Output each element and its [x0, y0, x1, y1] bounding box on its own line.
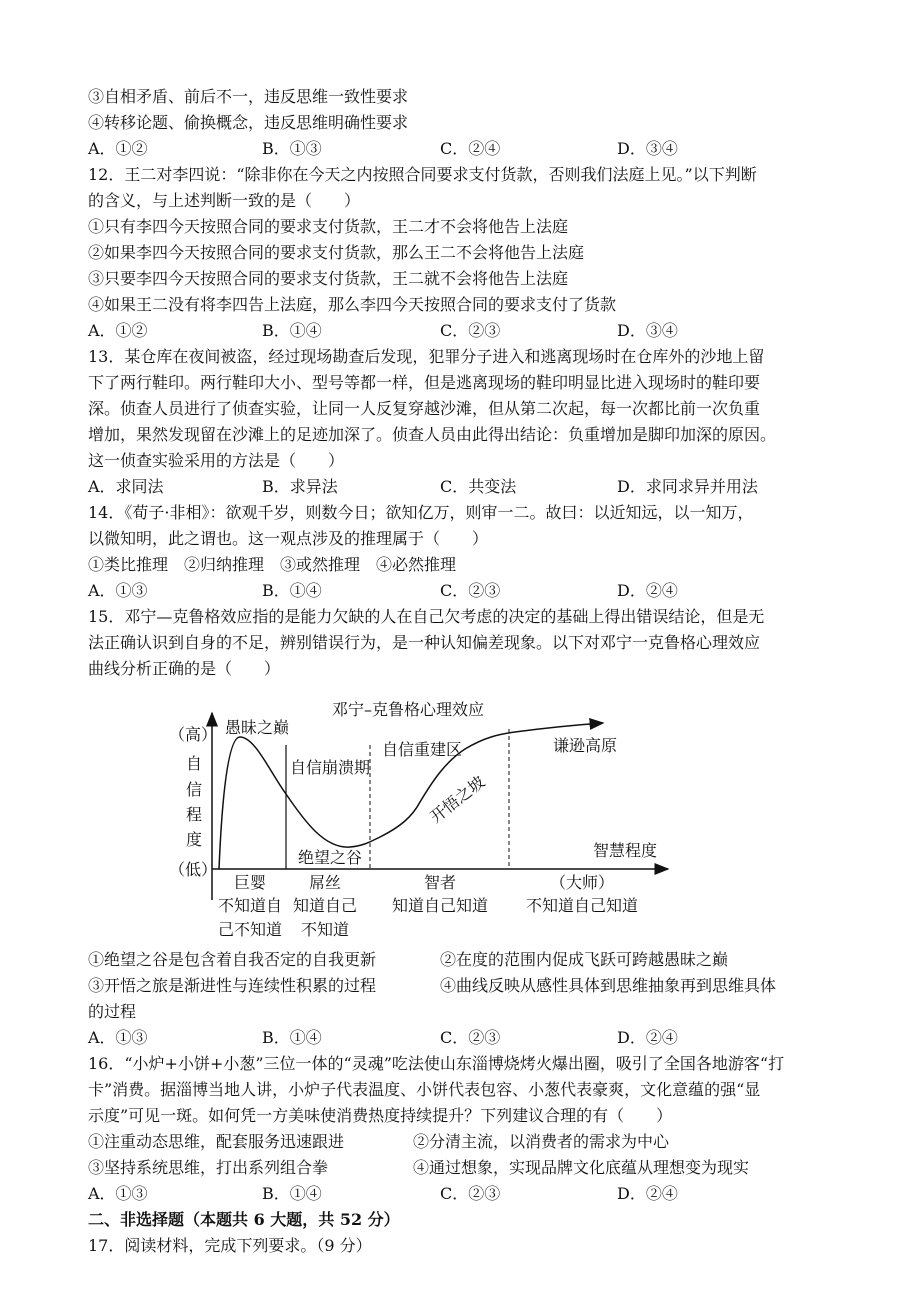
option-a: A．①② [88, 139, 148, 158]
option-b: B．①④ [262, 1184, 322, 1203]
stage-1-desc: 不知道自 [217, 896, 283, 915]
q12-statement-4: ④如果王二没有将李四告上法庭，那么李四今天按照合同的要求支付了货款 [88, 295, 617, 314]
q12-stem-cont: 的含义，与上述判断一致的是（ ） [88, 191, 361, 210]
option-a: A．求同法 [88, 477, 164, 496]
option-c: C．共变法 [440, 477, 517, 496]
q16-statement-4: ④通过想象，实现品牌文化底蕴从理想变为现实 [413, 1158, 750, 1177]
option-b: B．①④ [262, 321, 322, 340]
y-label-4: 度 [185, 830, 203, 849]
option-d: D．②④ [617, 581, 678, 600]
stage-4-name: （大师） [549, 873, 615, 892]
stage-2-desc-2: 不知道 [300, 920, 350, 939]
q15-stem-2: 法正确认识到自身的不足，辨别错误行为，是一种认知偏差现象。以下对邓宁一克鲁格心理效应 [88, 633, 761, 652]
q12-statement-1: ①只有李四今天按照合同的要求支付货款，王二才不会将他告上法庭 [88, 217, 569, 236]
y-label-3: 程 [185, 805, 203, 824]
q14-stem: 14．《荀子·非相》：欲观千岁，则数今日；欲知亿万，则审一二。故曰：以近知远，以一知万， [88, 503, 754, 522]
option-c: C．②③ [440, 321, 501, 340]
stage-4-desc: 不知道自己知道 [525, 896, 639, 915]
q15-statement-4: ④曲线反映从感性具体到思维抽象再到思维具体 [440, 976, 777, 995]
label-rebuild: 自信重建区 [381, 740, 463, 759]
option-c: C．②④ [440, 139, 501, 158]
q16-statement-1: ①注重动态思维，配套服务迅速跟进 [88, 1132, 345, 1151]
q15-statement-3: ③开悟之旅是渐进性与连续性积累的过程 [88, 976, 377, 995]
q14-stem-2: 以微知明，此之谓也。这一观点涉及的推理属于（ ） [88, 529, 489, 548]
q16-statement-3: ③坚持系统思维，打出系列组合拳 [88, 1158, 329, 1177]
q11-statement-3: ③自相矛盾、前后不一，违反思维一致性要求 [88, 87, 409, 106]
q16-stem-3: 示度”可见一斑。如何凭一方美味使消费热度持续提升？下列建议合理的有（ ） [88, 1106, 673, 1125]
q16-stem-2: 卡”消费。据淄博当地人讲，小炉子代表温度、小饼代表包容、小葱代表豪爽，文化意蕴的强“显 [88, 1080, 761, 1099]
q15-statement-1: ①绝望之谷是包含着自我否定的自我更新 [88, 950, 377, 969]
option-c: C．②③ [440, 1028, 501, 1047]
y-low-label: （低） [168, 860, 218, 879]
option-d: D．③④ [617, 139, 678, 158]
option-d: D．③④ [617, 321, 678, 340]
option-d: D．②④ [617, 1184, 678, 1203]
q15-stem: 15．邓宁—克鲁格效应指的是能力欠缺的人在自己欠考虑的决定的基础上得出错误结论，但是无 [88, 607, 765, 626]
q15-statements-row-2 [88, 973, 828, 999]
option-b: B．①③ [262, 139, 322, 158]
q15-statement-4-cont: 的过程 [88, 1002, 137, 1021]
q12-statement-2: ②如果李四今天按照合同的要求支付货款，那么王二不会将他告上法庭 [88, 243, 585, 262]
option-b: B．①④ [262, 1028, 322, 1047]
label-valley: 绝望之谷 [297, 848, 363, 867]
label-collapse: 自信崩溃期 [289, 758, 371, 777]
option-d: D．求同求异并用法 [617, 477, 758, 496]
stage-1-desc-2: 己不知道 [217, 920, 283, 939]
q16-options [88, 1181, 828, 1207]
label-slope: 开悟之坡 [426, 772, 489, 827]
q16-statements-row-2 [88, 1155, 828, 1181]
label-peak: 愚昧之巅 [224, 718, 290, 737]
q14-statements: ①类比推理 ②归纳推理 ③或然推理 ④必然推理 [88, 555, 457, 574]
option-c: C．②③ [440, 581, 501, 600]
stage-2-desc: 知道自己 [292, 896, 358, 915]
q12-stem: 12．王二对李四说：“除非你在今天之内按照合同要求支付货款，否则我们法庭上见。”以下判断 [88, 165, 757, 184]
diagram-title: 邓宁–克鲁格心理效应 [331, 700, 485, 719]
q13-options [88, 474, 828, 500]
stage-1-name: 巨婴 [233, 873, 267, 892]
q13-stem: 13．某仓库在夜间被盗，经过现场勘查后发现，犯罪分子进入和逃离现场时在仓库外的沙地上留 [88, 347, 765, 366]
exam-page [88, 84, 828, 1259]
q16-statements-row-1 [88, 1129, 828, 1155]
option-a: A．①② [88, 321, 148, 340]
label-plateau: 谦逊高原 [552, 736, 618, 755]
option-d: D．②④ [617, 1028, 678, 1047]
q15-statement-2: ②在度的范围内促成飞跃可跨越愚昧之巅 [440, 950, 729, 969]
diagram-svg [0, 682, 900, 947]
q12-statement-3: ③只要李四今天按照合同的要求支付货款，王二就不会将他告上法庭 [88, 269, 569, 288]
q13-stem-4: 增加，果然发现留在沙滩上的足迹加深了。侦查人员由此得出结论：负重增加是脚印加深的原因。 [88, 425, 777, 444]
q15-stem-3: 曲线分析正确的是（ ） [88, 659, 281, 678]
q13-stem-3: 深。侦查人员进行了侦查实验，让同一人反复穿越沙滩，但从第二次起，每一次都比前一次负重 [88, 399, 761, 418]
q12-options [88, 318, 828, 344]
y-label-1: 自 [185, 754, 203, 773]
q11-statement-4: ④转移论题、偷换概念，违反思维明确性要求 [88, 113, 409, 132]
q13-stem-2: 下了两行鞋印。两行鞋印大小、型号等都一样，但是逃离现场的鞋印明显比进入现场时的鞋印要 [88, 373, 761, 392]
q13-stem-5: 这一侦查实验采用的方法是（ ） [88, 451, 345, 470]
y-label-2: 信 [185, 780, 203, 799]
q17-stem: 17．阅读材料，完成下列要求。（9 分） [88, 1236, 372, 1255]
section-2-heading: 二、非选择题（本题共 6 大题，共 52 分） [88, 1210, 400, 1229]
option-c: C．②③ [440, 1184, 501, 1203]
q16-statement-2: ②分清主流，以消费者的需求为中心 [413, 1132, 670, 1151]
q15-options [88, 1025, 828, 1051]
stage-3-name: 智者 [423, 873, 457, 892]
stage-3-desc: 知道自己知道 [391, 896, 489, 915]
option-a: A．①③ [88, 1028, 148, 1047]
option-a: A．①③ [88, 1184, 148, 1203]
option-a: A．①③ [88, 581, 148, 600]
option-b: B．求异法 [262, 477, 338, 496]
option-b: B．①④ [262, 581, 322, 600]
stage-2-name: 屌丝 [308, 873, 342, 892]
q14-options [88, 578, 828, 604]
q16-stem: 16．“小炉+小饼+小葱”三位一体的“灵魂”吃法使山东淄博烧烤火爆出圈，吸引了全国各地游客“打 [88, 1054, 785, 1073]
q11-options [88, 136, 828, 162]
q15-statements-row-1 [88, 947, 828, 973]
dunning-kruger-diagram [0, 682, 900, 947]
y-high-label: （高） [168, 725, 218, 744]
x-axis-label: 智慧程度 [592, 841, 658, 860]
